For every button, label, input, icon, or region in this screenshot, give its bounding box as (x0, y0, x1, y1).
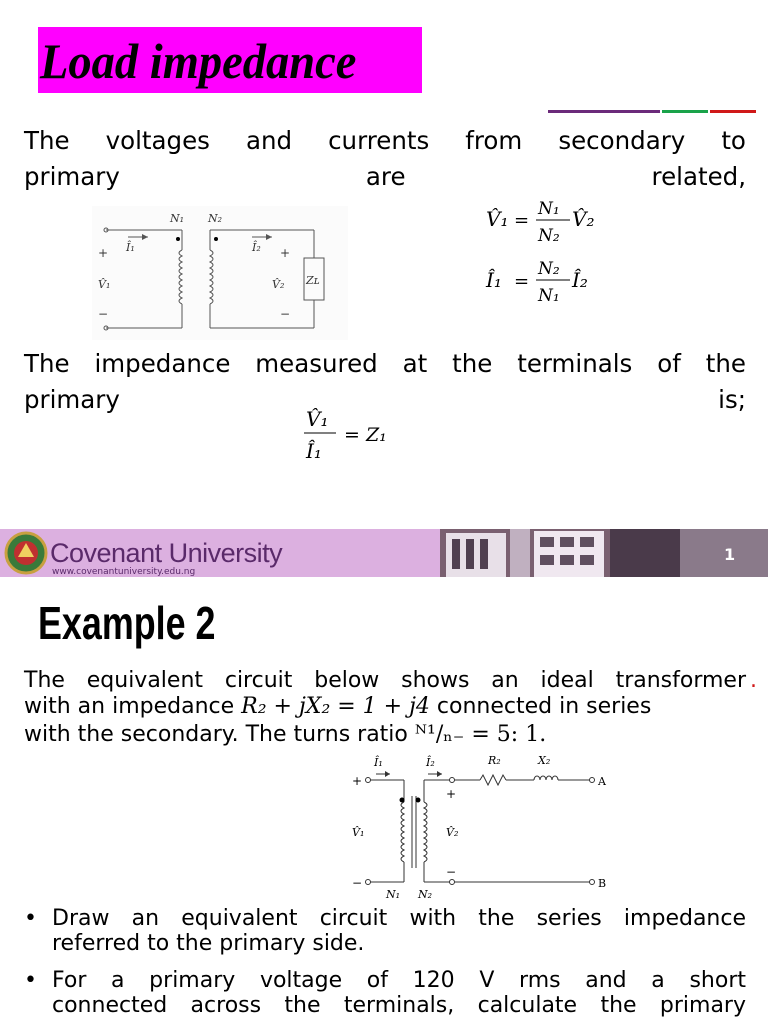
university-name: Covenant University (50, 538, 283, 568)
word: The (24, 349, 70, 378)
bullet-line: connected across the terminals, calculate the primary (52, 993, 746, 1018)
i1-label: Î₁ (126, 241, 135, 254)
university-banner (0, 529, 768, 577)
word: and (245, 126, 293, 155)
eq2-denominator: N₁ (538, 286, 560, 306)
eq3-denominator: Î₁ (306, 439, 322, 463)
i2-label: Î₂ (426, 756, 435, 769)
x2-label: X₂ (538, 754, 551, 767)
n2-label: N₂ (418, 888, 433, 901)
accent-rule-purple (548, 110, 660, 113)
word: currents (328, 126, 430, 155)
bullet-line: Draw an equivalent circuit with the series impedance (52, 906, 746, 931)
minus-sign: − (446, 865, 457, 879)
word: to (721, 126, 746, 155)
word: from (465, 126, 523, 155)
n1-label: N₁ (170, 212, 185, 225)
text: with an impedance (24, 694, 242, 719)
plus-sign: + (280, 246, 291, 260)
svg-text:=: = (514, 271, 530, 292)
eq1-numerator: N₁ (538, 199, 560, 219)
terminal-a-label: A (598, 775, 606, 788)
word: The (24, 126, 70, 155)
paragraph-line-impedance (24, 694, 746, 720)
v1-label: V̂₁ (352, 826, 365, 839)
impedance-math: R₂ + jX₂ = 1 + j4 (241, 694, 430, 719)
word: secondary (558, 126, 686, 155)
paragraph-line: primary is; (24, 385, 746, 414)
campus-building-photo (440, 529, 768, 577)
impedance-equation (302, 402, 412, 468)
university-url[interactable]: www.covenantuniversity.edu.ng (52, 567, 196, 577)
word: the (452, 349, 493, 378)
accent-rule-red (710, 110, 756, 113)
university-crest-icon (4, 531, 48, 575)
bullet-line: referred to the primary side. (52, 931, 365, 956)
v2-label: V̂₂ (446, 826, 459, 839)
eq1-lhs: V̂₁ (486, 207, 509, 231)
r2-label: R₂ (488, 754, 501, 767)
word: of (657, 349, 681, 378)
plus-sign: + (98, 246, 109, 260)
i2-label: Î₂ (252, 241, 261, 254)
bullet-dot: • (24, 968, 37, 993)
red-dot: . (750, 668, 757, 693)
text: connected in series (429, 694, 652, 719)
bullet-item (24, 968, 746, 1024)
eq2-lhs: Î₁ (486, 268, 502, 292)
word: measured (255, 349, 378, 378)
minus-sign: − (352, 876, 363, 890)
text: with the secondary. The turns ratio (24, 722, 415, 747)
paragraph-line: primary are related, (24, 162, 746, 191)
v1-label: V̂₁ (98, 278, 111, 291)
eq1-denominator: N₂ (538, 226, 560, 246)
eq3-numerator: V̂₁ (306, 407, 329, 431)
v2-label: V̂₂ (272, 278, 285, 291)
turns-ratio-equations (484, 192, 604, 312)
bullet-dot: • (24, 906, 37, 931)
i1-label: Î₁ (374, 756, 383, 769)
word: voltages (105, 126, 210, 155)
minus-sign: − (280, 307, 291, 321)
eq2-numerator: N₂ (538, 259, 560, 279)
word: at (402, 349, 428, 378)
plus-sign: + (352, 774, 363, 788)
plus-sign: + (446, 787, 457, 801)
zl-label: Zʟ (306, 274, 320, 287)
word: impedance (94, 349, 231, 378)
minus-sign: − (98, 307, 109, 321)
eq2-rhs: Î₂ (572, 268, 588, 292)
word: terminals (517, 349, 633, 378)
ideal-transformer-series-circuit (340, 752, 612, 902)
bullet-item (24, 906, 746, 958)
paragraph-voltages (24, 123, 746, 195)
word: the (705, 349, 746, 378)
n2-label: N₂ (208, 212, 223, 225)
paragraph-line-ratio (24, 722, 746, 748)
turns-ratio-math: ᴺ¹/ₙ₋ = 5: 1. (414, 722, 547, 747)
bullet-line: For a primary voltage of 120 V rms and a short (52, 968, 746, 993)
eq3-rhs: = Z₁ (344, 424, 387, 446)
example-title: Example 2 (38, 597, 216, 649)
page-number: 1 (724, 545, 736, 564)
terminal-b-label: B (598, 877, 607, 890)
eq1-rhs: V̂₂ (572, 207, 595, 231)
slide-title: Load impedance (40, 33, 357, 89)
transformer-load-circuit (92, 206, 348, 340)
accent-rule-green (662, 110, 708, 113)
n1-label: N₁ (386, 888, 401, 901)
paragraph-line: The equivalent circuit below shows an ideal transformer (24, 668, 746, 693)
svg-text:=: = (514, 210, 530, 231)
